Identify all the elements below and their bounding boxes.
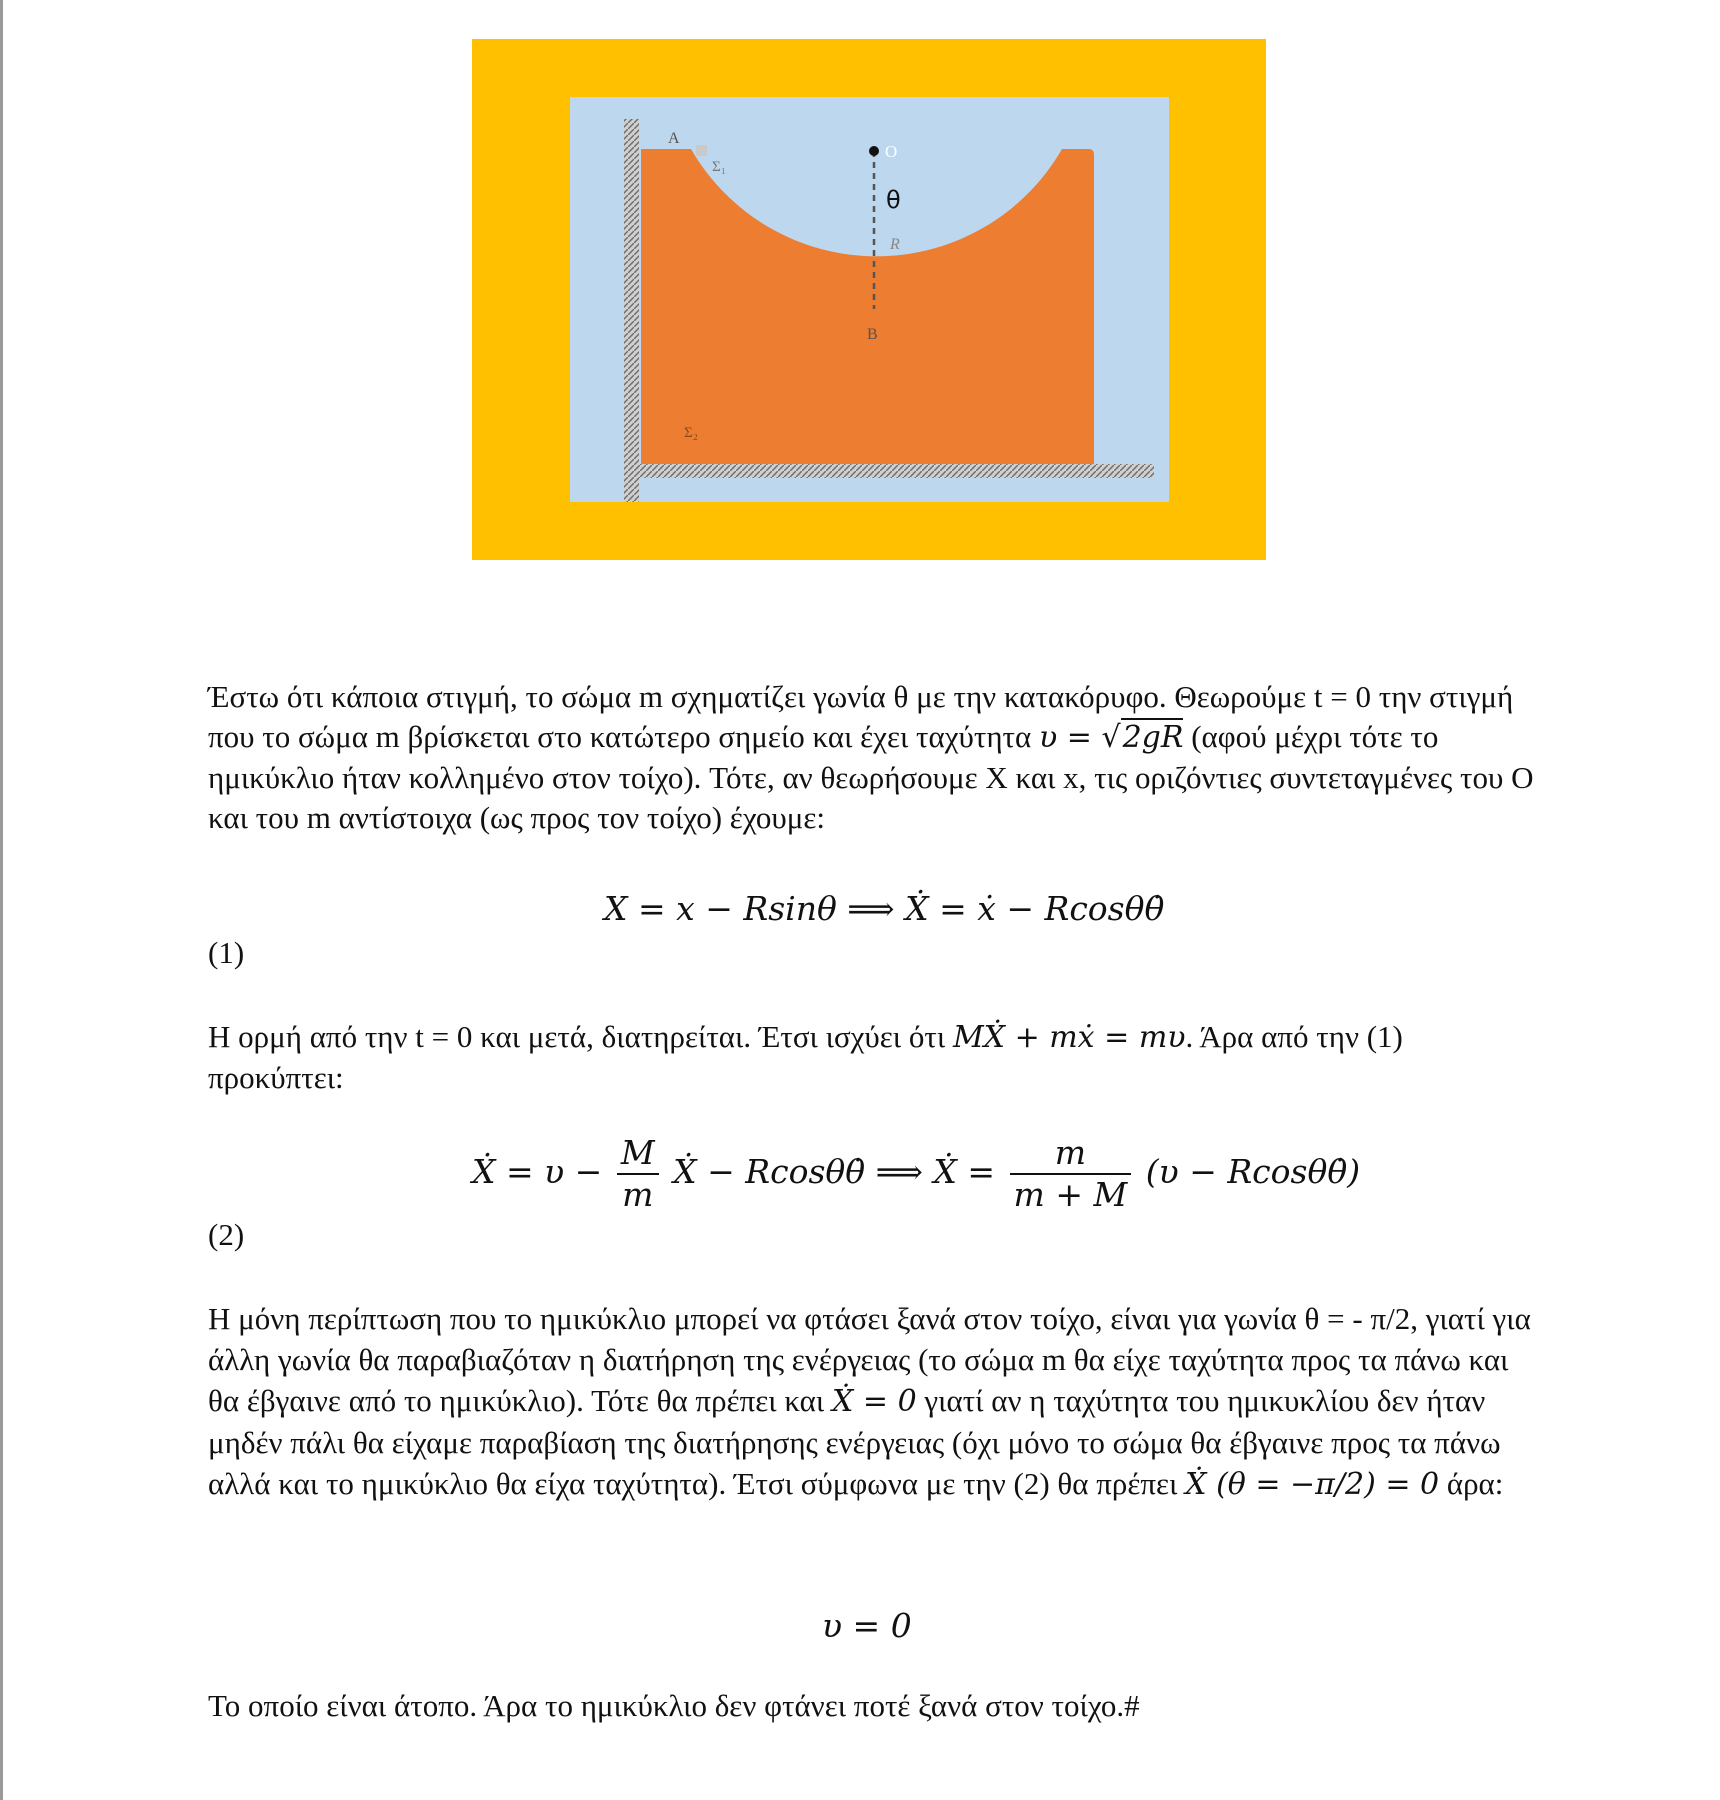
eq2-frac2-den: m + M — [1013, 1175, 1128, 1214]
velocity-v: υ = — [1038, 720, 1102, 755]
paragraph-momentum-a: Η ορμή από την t = 0 και μετά, διατηρείται. Έτσι ισχύει ότι — [208, 1019, 946, 1054]
eq2-frac1-den: m — [622, 1175, 654, 1214]
paragraph-setup-tail: (αφού μέχρι τότε το ημικύκλιο ήταν κολλημένο στον τοίχο). Τότε, αν θεωρήσουμε X και x, τις οριζόντιες συντεταγμένες του O και του m αντίστοιχα (ως προς τον τοίχο) έχουμε: — [208, 719, 1534, 835]
eq2-frac2-num: m — [1010, 1133, 1132, 1175]
paragraph-setup-text: Έστω ότι κάποια στιγμή, το σώμα m σχηματίζει γωνία θ με την κατακόρυφο. Θεωρούμε t = 0 την στιγμή που το σώμα m βρίσκεται στο κατώτερο σημείο και έχει ταχύτητα — [208, 679, 1514, 754]
page-left-border — [0, 0, 3, 1800]
velocity-sqrt: 2gR — [1122, 720, 1184, 755]
paragraph-momentum-b: . Άρα από την (1) προκύπτει: — [208, 1019, 1403, 1095]
eq2-fraction-2 — [1010, 1133, 1132, 1215]
sigma1-mass — [696, 145, 707, 156]
equation-1: X = x − Rsinθ ⟹ Ẋ = ẋ − Rcosθθ̇ — [604, 889, 1165, 928]
momentum-math: MẊ + mẋ = mυ — [952, 1020, 1186, 1055]
eq2-fraction-1 — [617, 1133, 659, 1215]
velocity-math: υ = √2gR — [1038, 720, 1184, 755]
paragraph-analysis — [208, 1298, 1538, 1505]
paragraph-analysis-b: γιατί αν η ταχύτητα του ημικυκλίου δεν ήταν μηδέν πάλι θα είχαμε παραβίαση της διατήρησης ενέργειας (όχι μόνο το σώμα θα έβγαινε προς τα πάνω αλλά και το ημικύκλιο θα είχα ταχύτητα). Έτσι σύμφωνα με την (2) θα πρέπει — [208, 1383, 1501, 1501]
wall — [624, 119, 639, 502]
paragraph-setup — [208, 677, 1538, 838]
equation-2 — [472, 1133, 1360, 1215]
analysis-math-2: Ẋ (θ = −π/2) = 0 — [1185, 1467, 1440, 1502]
paragraph-momentum — [208, 1017, 1538, 1098]
eq2-left: Ẋ = υ − — [472, 1152, 603, 1191]
label-b: B — [867, 326, 878, 343]
eq2-right: (υ − Rcosθθ̇) — [1145, 1152, 1361, 1191]
physics-figure — [472, 39, 1266, 560]
label-a: A — [668, 130, 680, 147]
label-sigma1: Σ₁ — [712, 159, 726, 175]
eq2-frac1-num: M — [617, 1133, 659, 1175]
label-sigma2: Σ₂ — [684, 425, 698, 441]
label-r: R — [890, 236, 900, 253]
equation-2-number: (2) — [208, 1217, 245, 1252]
paragraph-analysis-c: άρα: — [1446, 1466, 1504, 1501]
paragraph-conclusion: Το οποίο είναι άτοπο. Άρα το ημικύκλιο δεν φτάνει ποτέ ξανά στον τοίχο.# — [208, 1688, 1140, 1723]
floor — [624, 464, 1154, 478]
label-o: O — [885, 142, 898, 161]
analysis-math-1: Ẋ = 0 — [832, 1384, 917, 1419]
label-theta: θ — [886, 186, 901, 214]
equation-3: υ = 0 — [822, 1606, 912, 1645]
center-point-o — [869, 146, 879, 156]
paragraph-analysis-a: Η μόνη περίπτωση που το ημικύκλιο μπορεί να φτάσει ξανά στον τοίχο, είναι για γωνία θ = - π/2, γιατί για άλλη γωνία θα παραβιαζόταν η διατήρηση της ενέργειας (το σώμα m θα είχε ταχύτητα προς τα πάνω και θα έβγαινε από το ημικύκλιο). Τότε θα πρέπει και — [208, 1301, 1531, 1418]
eq2-mid: Ẋ − Rcosθθ̇ ⟹ Ẋ = — [673, 1152, 996, 1191]
equation-1-number: (1) — [208, 935, 245, 970]
semicircle-diagram — [472, 39, 1266, 560]
